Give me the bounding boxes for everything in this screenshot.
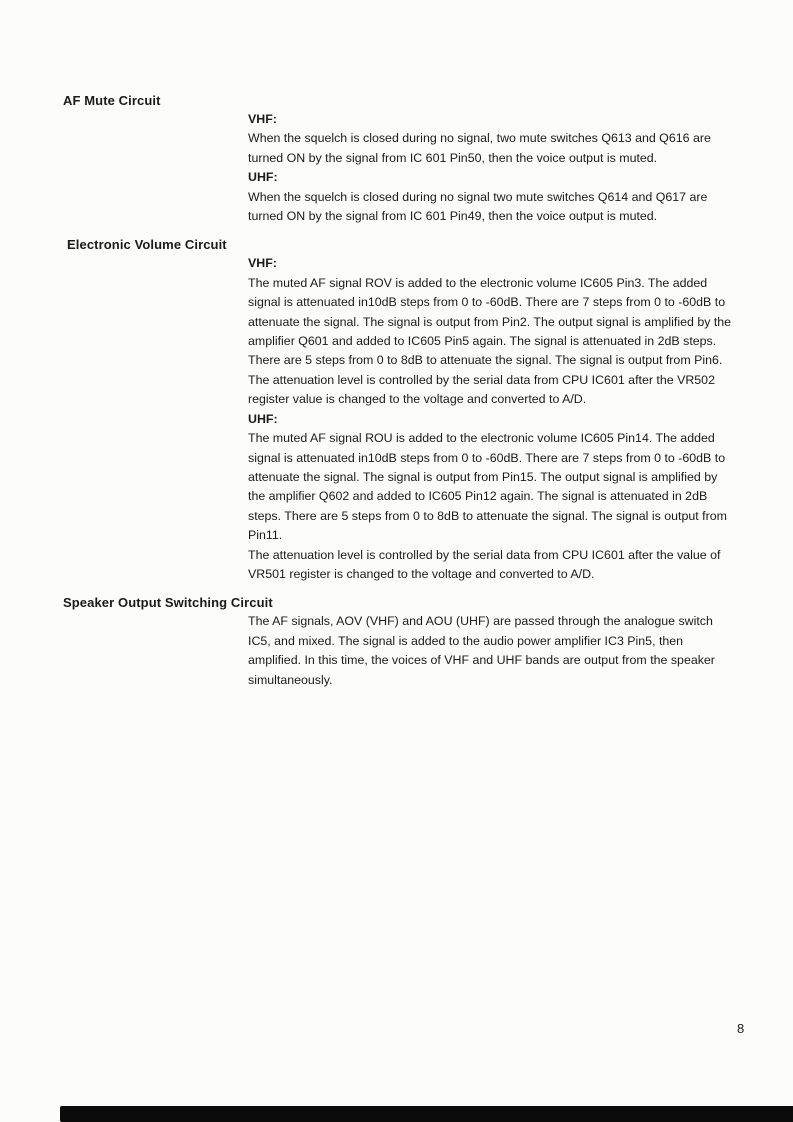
section-electronic-volume-circuit: [63, 236, 793, 584]
paragraph: When the squelch is closed during no signal, two mute switches Q613 and Q616 are turned ON by the signal from IC 601 Pin50, then the voice output is muted.: [248, 131, 711, 165]
section-speaker-output-switching-circuit: [63, 594, 793, 690]
section-af-mute-circuit: [63, 92, 793, 226]
section-body: [248, 254, 734, 584]
section-body: [248, 110, 734, 226]
paragraph: The attenuation level is controlled by the serial data from CPU IC601 after the VR502 register value is changed to the voltage and converted to A/D.: [248, 372, 715, 407]
paragraph: The attenuation level is controlled by the serial data from CPU IC601 after the value of VR501 register is changed to the voltage and converted to A/D.: [248, 547, 721, 581]
scan-artifact-bar: [60, 1106, 793, 1122]
band-label-vhf: VHF:: [248, 256, 277, 271]
section-heading: Speaker Output Switching Circuit: [63, 595, 273, 611]
section-heading: AF Mute Circuit: [63, 93, 161, 108]
section-heading: Electronic Volume Circuit: [67, 237, 227, 253]
band-label-uhf: UHF:: [248, 170, 278, 185]
paragraph: The muted AF signal ROV is added to the electronic volume IC605 Pin3. The added signal is attenuated in10dB steps from 0 to -60dB. There are 7 steps from 0 to -60dB to attenuate the signal. The signal is output from Pin2. The output signal is amplified by the amplifier Q601 and added to IC605 Pin5 again. The signal is attenuated in 2dB steps. There are 5 steps from 0 to 8dB to attenuate the signal. The signal is output from Pin6.: [248, 275, 732, 368]
band-label-uhf: UHF:: [248, 411, 278, 426]
paragraph: When the squelch is closed during no signal two mute switches Q614 and Q617 are turned ON by the signal from IC 601 Pin49, then the voice output is muted.: [248, 189, 708, 224]
paragraph: The muted AF signal ROU is added to the electronic volume IC605 Pin14. The added signal is attenuated in10dB steps from 0 to -60dB. There are 7 steps from 0 to -60dB to attenuate the signal. The signal is output from Pin15. The output signal is amplified by the amplifier Q602 and added to IC605 Pin12 again. The signal is attenuated in 2dB steps. There are 5 steps from 0 to 8dB to attenuate the signal. The signal is output from Pin11.: [248, 431, 727, 543]
band-label-vhf: VHF:: [248, 112, 277, 126]
page-number: 8: [737, 1021, 745, 1036]
section-body: [248, 612, 734, 690]
paragraph: The AF signals, AOV (VHF) and AOU (UHF) are passed through the analogue switch IC5, and mixed. The signal is added to the audio power amplifier IC3 Pin5, then amplified. In this time, the voices of VHF and UHF bands are output from the speaker simultaneously.: [248, 614, 715, 687]
